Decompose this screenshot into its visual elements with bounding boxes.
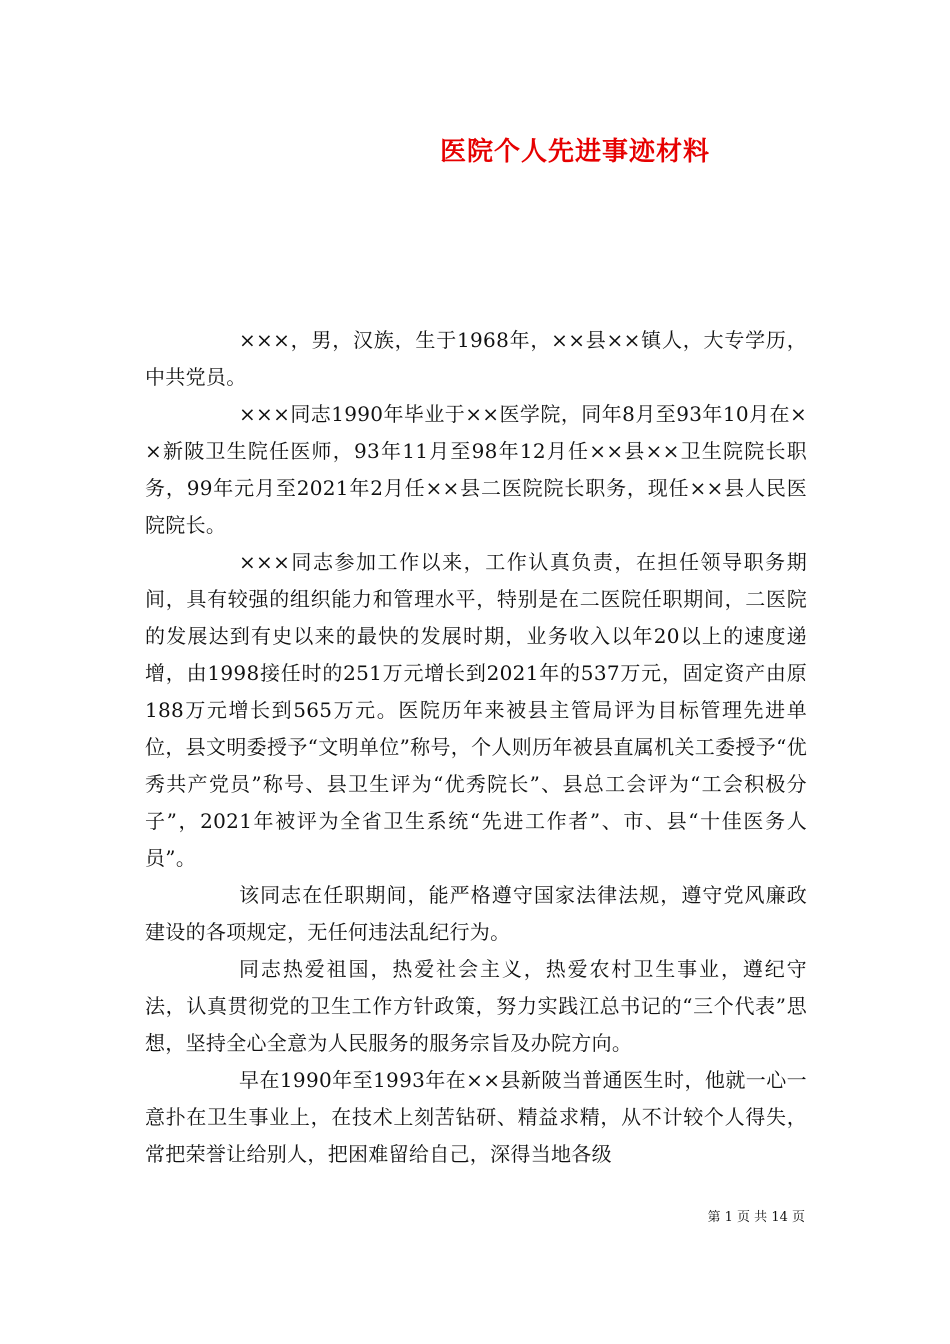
document-title: 医院个人先进事迹材料 <box>439 137 710 167</box>
document-body <box>145 322 807 1173</box>
page-number-footer: 第 1 页 共 14 页 <box>707 1210 805 1225</box>
paragraph-5: 同志热爱祖国，热爱社会主义，热爱农村卫生事业，遵纪守法，认真贯彻党的卫生工作方针政策，努力实践江总书记的“三个代表”思想，坚持全心全意为人民服务的服务宗旨及办院方向。 <box>145 957 807 1055</box>
paragraph-4: 该同志在任职期间，能严格遵守国家法律法规，遵守党风廉政建设的各项规定，无任何违法乱纪行为。 <box>145 883 807 944</box>
paragraph-3: ×××同志参加工作以来，工作认真负责，在担任领导职务期间，具有较强的组织能力和管理水平，特别是在二医院任职期间，二医院的发展达到有史以来的最快的发展时期，业务收入以年20以上的速度递增，由1998接任时的251万元增长到2021年的537万元，固定资产由原188万元增长到565万元。医院历年来被县主管局评为目标管理先进单位，县文明委授予“文明单位”称号，个人则历年被县直属机关工委授予“优秀共产党员”称号、县卫生评为“优秀院长”、县总工会评为“工会积极分子”，2021年被评为全省卫生系统“先进工作者”、市、县“十佳医务人员”。 <box>145 550 807 870</box>
paragraph-1: ×××，男，汉族，生于1968年，××县××镇人，大专学历，中共党员。 <box>145 328 807 389</box>
paragraph-2: ×××同志1990年毕业于××医学院，同年8月至93年10月在××新陂卫生院任医师，93年11月至98年12月任××县××卫生院院长职务，99年元月至2021年2月任××县二医院院长职务，现任××县人民医院院长。 <box>145 402 807 537</box>
paragraph-6: 早在1990年至1993年在××县新陂当普通医生时，他就一心一意扑在卫生事业上，在技术上刻苦钻研、精益求精，从不计较个人得失，常把荣誉让给别人，把困难留给自己，深得当地各级 <box>145 1068 807 1166</box>
